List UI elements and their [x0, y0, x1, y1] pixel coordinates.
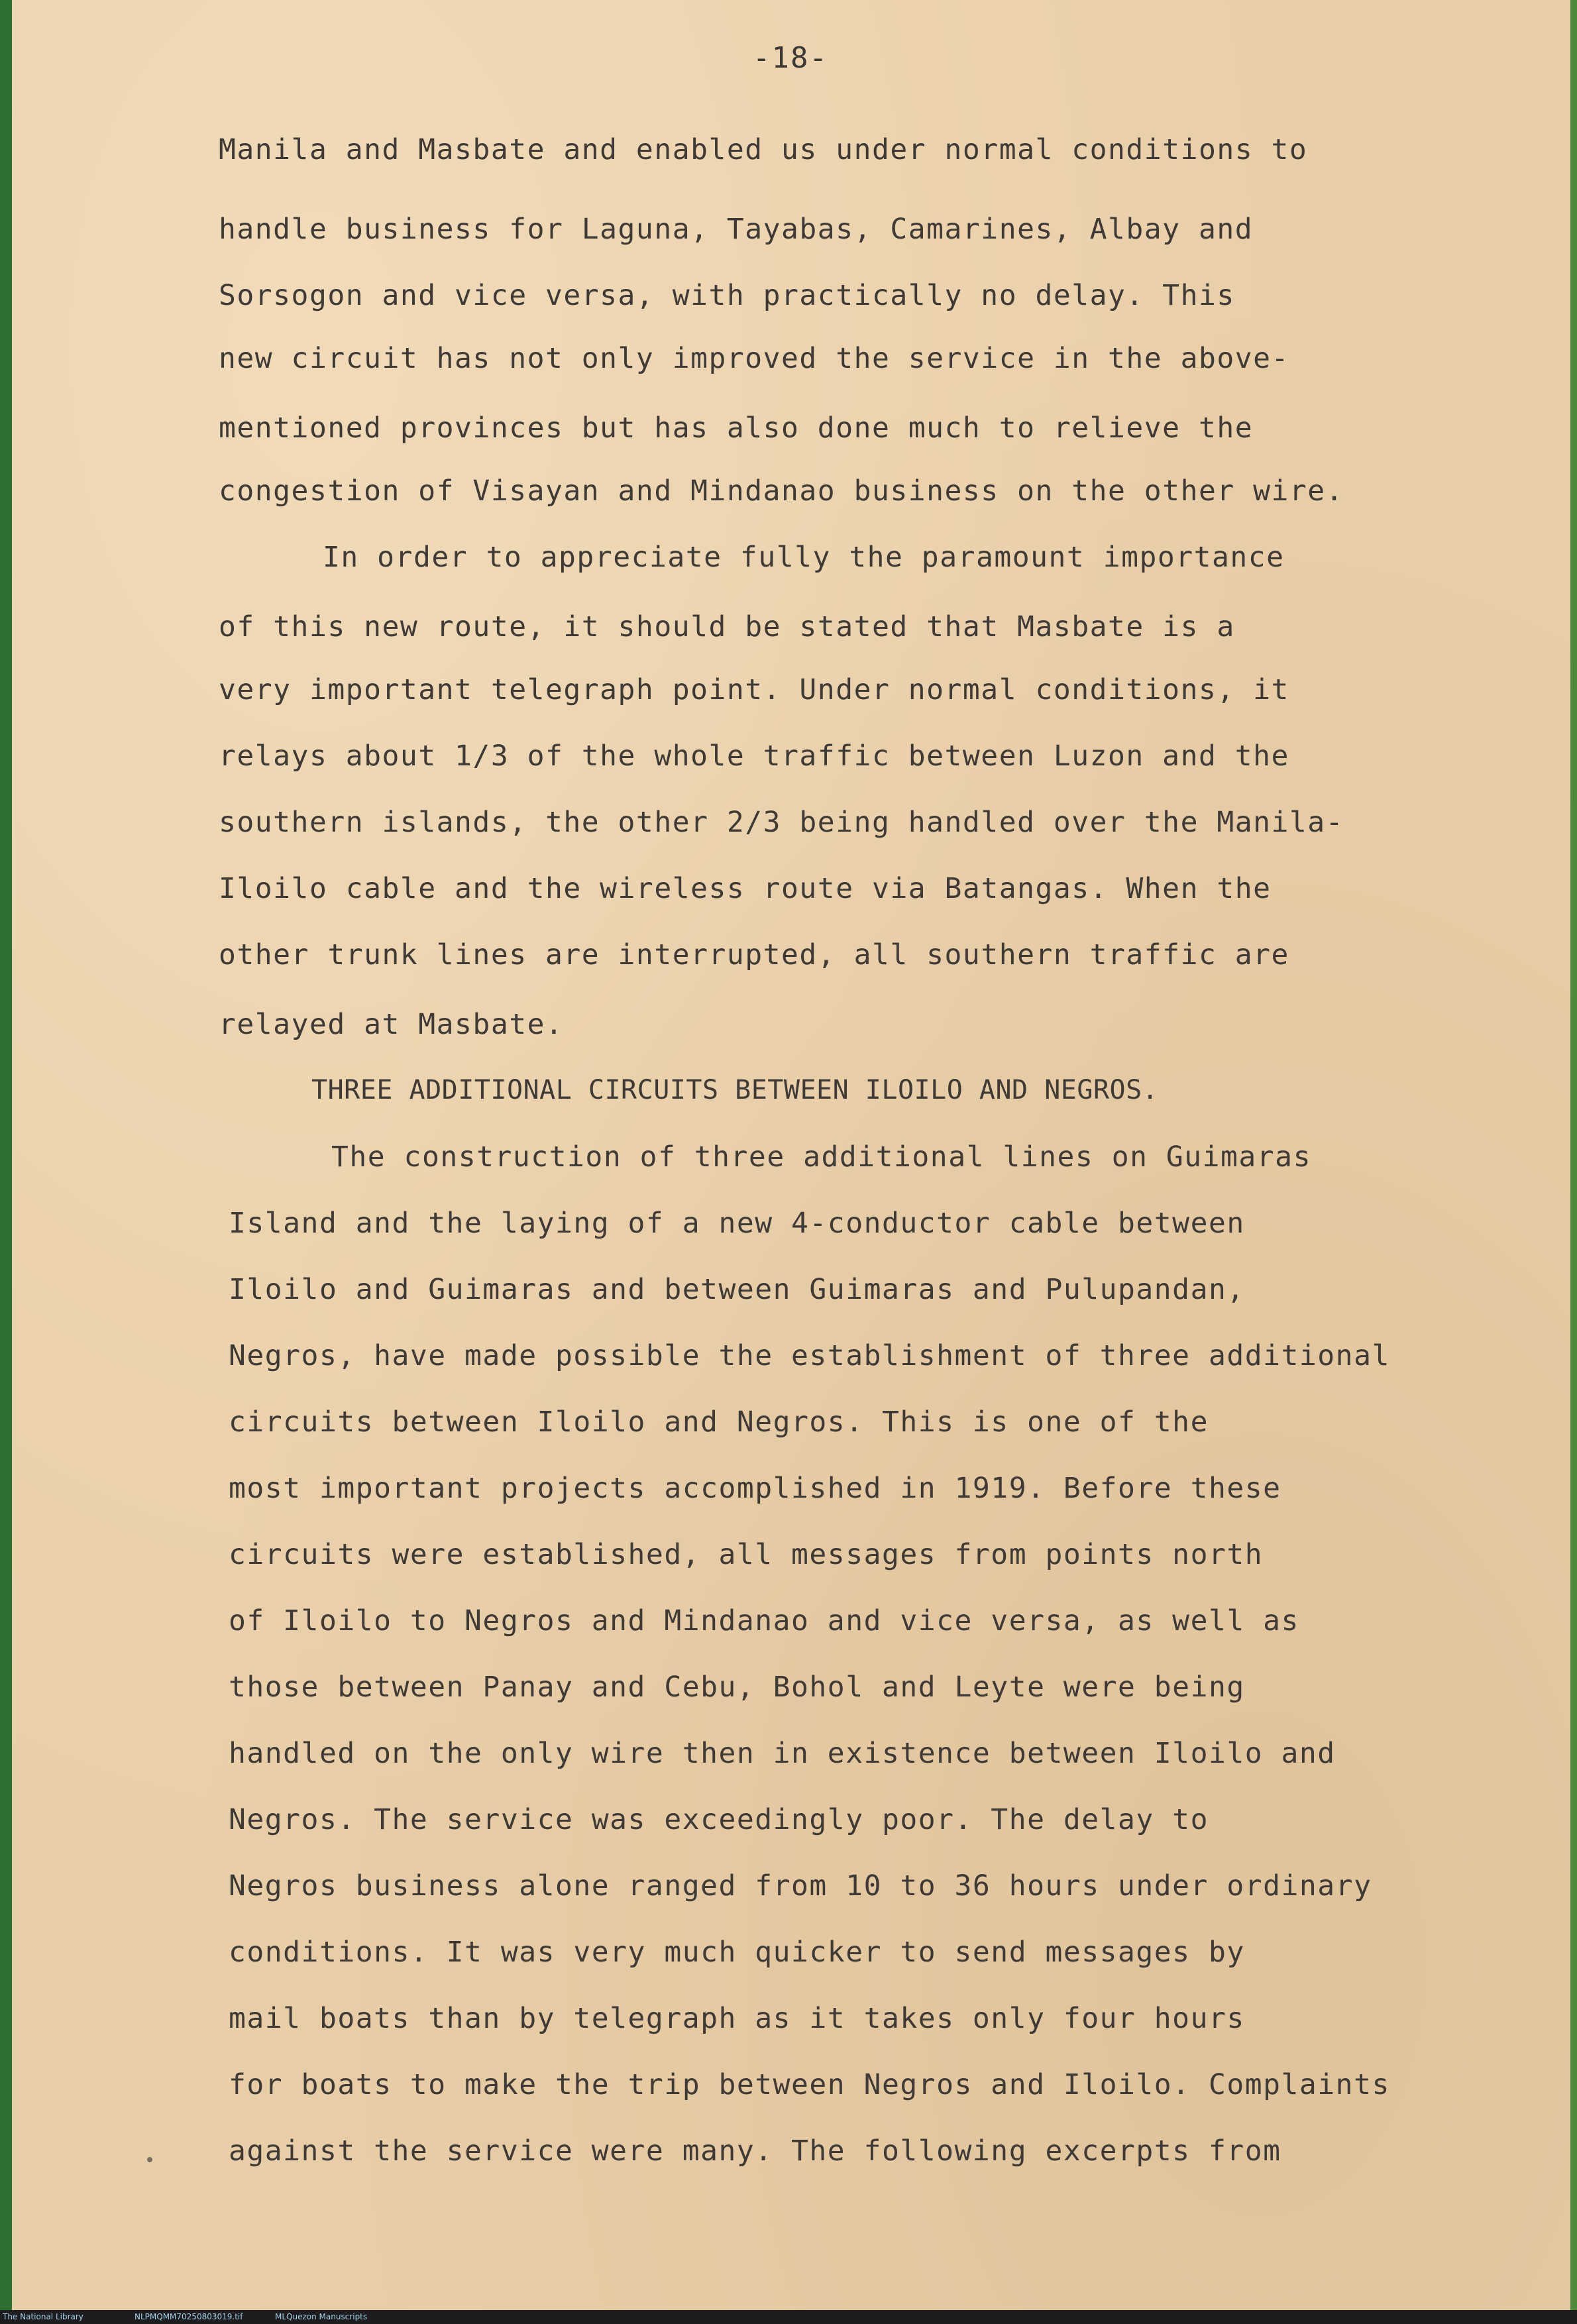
scan-edge-left: [0, 0, 12, 2310]
text-line: mentioned provinces but has also done much to relieve the: [219, 412, 1254, 445]
text-line: The construction of three additional lines on Guimaras: [331, 1140, 1311, 1174]
text-line: Negros, have made possible the establishment of three additional: [229, 1339, 1390, 1372]
text-line: congestion of Visayan and Mindanao business on the other wire.: [219, 474, 1344, 508]
text-line: very important telegraph point. Under normal conditions, it: [219, 673, 1289, 706]
text-line: mail boats than by telegraph as it takes only four hours: [229, 2002, 1245, 2035]
text-line: Iloilo and Guimaras and between Guimaras and Pulupandan,: [229, 1273, 1245, 1306]
text-line: most important projects accomplished in 1919. Before these: [229, 1472, 1281, 1505]
text-line: other trunk lines are interrupted, all southern traffic are: [219, 938, 1289, 971]
footer-file: NLPMQMM70250803019.tif: [135, 2312, 243, 2321]
text-line: conditions. It was very much quicker to send messages by: [229, 1936, 1245, 1969]
paper-speck: [147, 2157, 152, 2162]
text-line: circuits between Iloilo and Negros. This is one of the: [229, 1406, 1209, 1439]
scan-footer-bar: [0, 2310, 1577, 2324]
text-line: Sorsogon and vice versa, with practically no delay. This: [219, 279, 1235, 312]
text-line: Island and the laying of a new 4-conductor cable between: [229, 1207, 1245, 1240]
text-line: Iloilo cable and the wireless route via Batangas. When the: [219, 872, 1272, 905]
text-line: of Iloilo to Negros and Mindanao and vice versa, as well as: [229, 1604, 1299, 1637]
text-line: handle business for Laguna, Tayabas, Camarines, Albay and: [219, 213, 1254, 246]
page-number: -18-: [753, 41, 828, 75]
text-line: southern islands, the other 2/3 being handled over the Manila-: [219, 806, 1344, 839]
text-line: In order to appreciate fully the paramount importance: [323, 541, 1285, 574]
text-line: against the service were many. The following excerpts from: [229, 2134, 1281, 2168]
footer-library: The National Library: [3, 2312, 83, 2321]
text-line: handled on the only wire then in existence between Iloilo and: [229, 1737, 1336, 1770]
scan-edge-right: [1570, 0, 1577, 2310]
text-line: those between Panay and Cebu, Bohol and Leyte were being: [229, 1671, 1245, 1704]
text-line: Negros. The service was exceedingly poor. The delay to: [229, 1803, 1209, 1836]
section-heading: THREE ADDITIONAL CIRCUITS BETWEEN ILOILO AND NEGROS.: [311, 1075, 1159, 1105]
text-line: new circuit has not only improved the service in the above-: [219, 342, 1289, 375]
text-line: Manila and Masbate and enabled us under normal conditions to: [219, 133, 1308, 166]
footer-collection: MLQuezon Manuscripts: [275, 2312, 368, 2321]
text-line: of this new route, it should be stated that Masbate is a: [219, 610, 1235, 643]
text-line: for boats to make the trip between Negros and Iloilo. Complaints: [229, 2068, 1390, 2101]
text-line: relayed at Masbate.: [219, 1008, 564, 1041]
text-line: relays about 1/3 of the whole traffic between Luzon and the: [219, 740, 1289, 773]
text-line: Negros business alone ranged from 10 to 36 hours under ordinary: [229, 1869, 1372, 1903]
text-line: circuits were established, all messages from points north: [229, 1538, 1264, 1571]
